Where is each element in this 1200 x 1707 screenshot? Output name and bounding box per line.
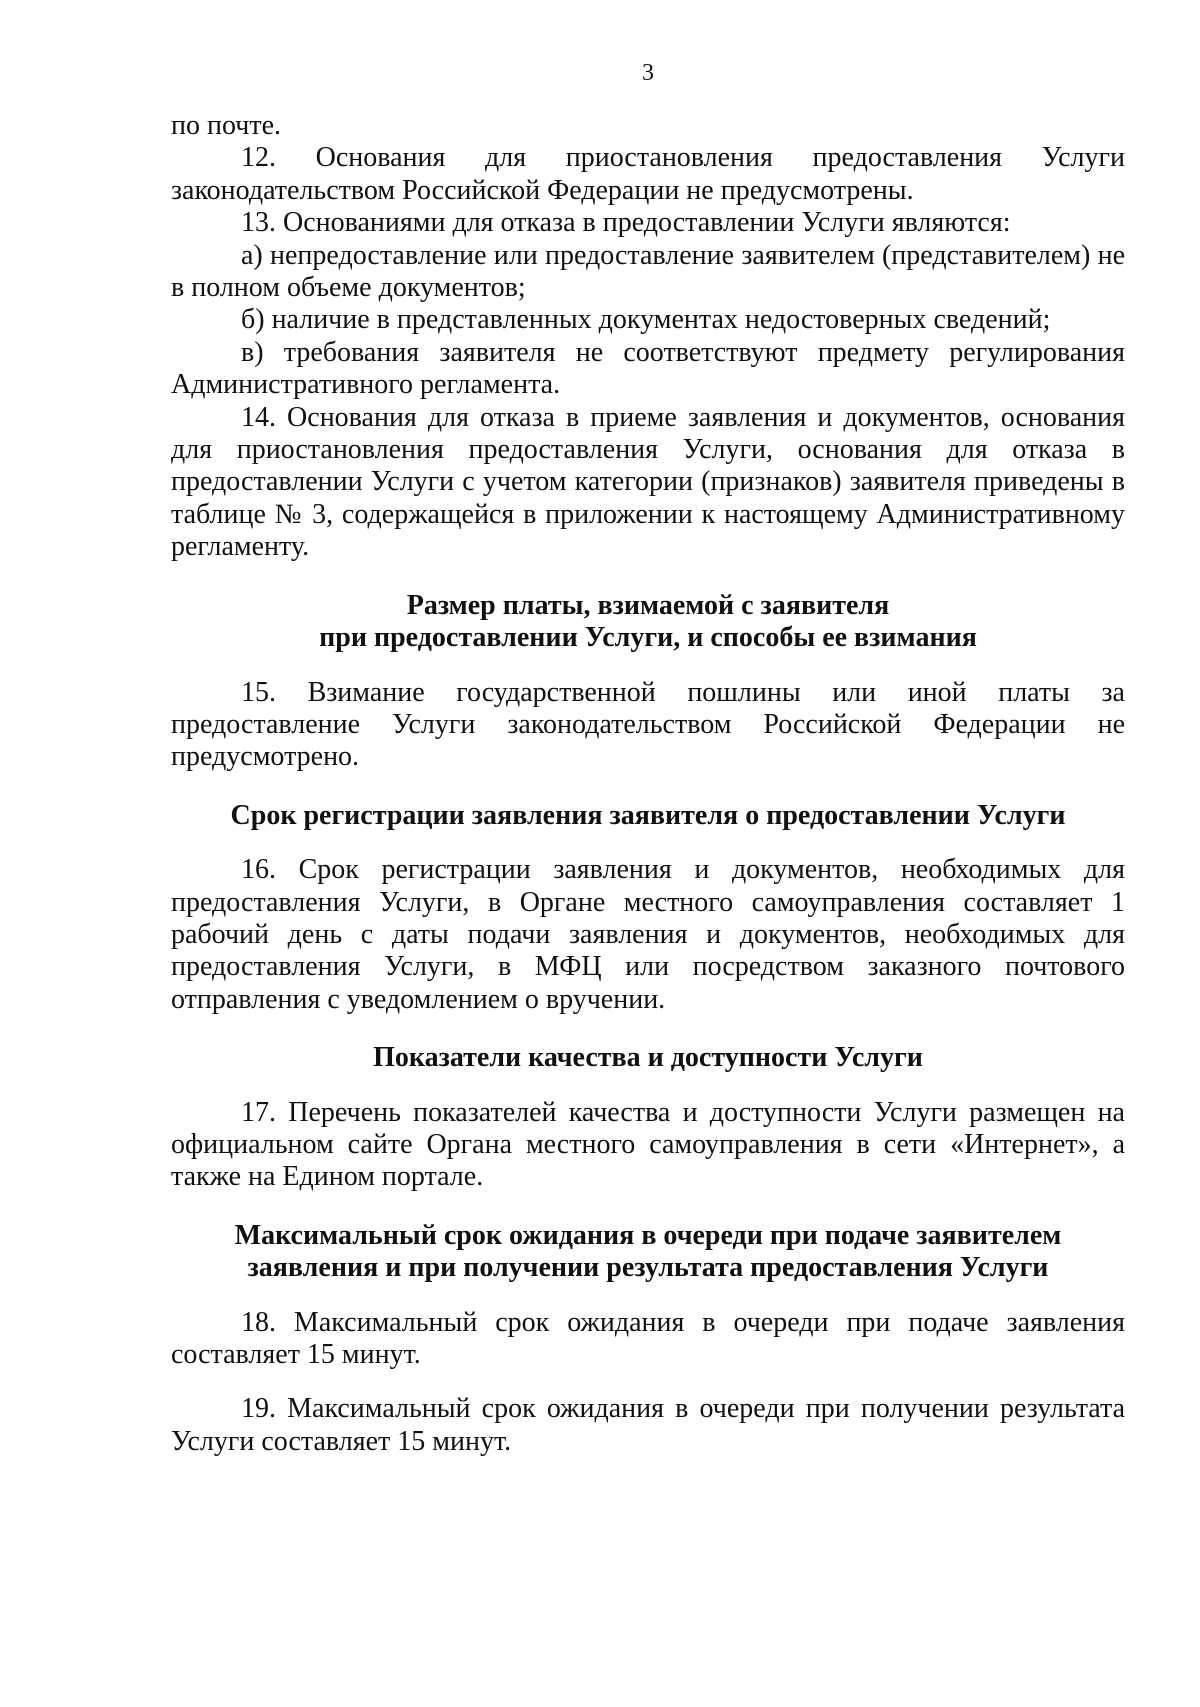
heading-line: Максимальный срок ожидания в очереди при подаче заявителем	[234, 1219, 1062, 1251]
heading-line: Размер платы, взимаемой с заявителя	[406, 589, 890, 621]
section-heading-fee	[171, 590, 1125, 655]
paragraph-13b: б) наличие в представленных документах недостоверных сведений;	[241, 304, 1051, 336]
paragraph-12: 12. Основания для приостановления предоставления Услуги законодательством Российской Федерации не предусмотрены.	[171, 142, 1125, 206]
paragraph-16: 16. Срок регистрации заявления и документов, необходимых для предоставления Услуги, в Органе местного самоуправления составляет 1 рабочий день с даты подачи заявления и документов, необходимых для предоставления Услуги, в МФЦ или посредством заказного почтового отправления с уведомлением о вручении.	[171, 854, 1125, 1015]
paragraph-19: 19. Максимальный срок ожидания в очереди при получении результата Услуги составляет 15 минут.	[171, 1393, 1125, 1457]
section-heading-quality: Показатели качества и доступности Услуги	[373, 1042, 923, 1074]
heading-line: при предоставлении Услуги, и способы ее взимания	[319, 622, 977, 654]
paragraph-18: 18. Максимальный срок ожидания в очереди при подаче заявления составляет 15 минут.	[171, 1306, 1125, 1370]
paragraph-13c: в) требования заявителя не соответствуют предмету регулирования Административного регламента.	[171, 336, 1125, 401]
heading-line: заявления и при получении результата предоставления Услуги	[247, 1252, 1049, 1284]
section-heading-registration: Срок регистрации заявления заявителя о предоставлении Услуги	[230, 799, 1066, 831]
page-number: 3	[642, 60, 654, 86]
paragraph-continuation: по почте.	[171, 110, 281, 141]
paragraph-14: 14. Основания для отказа в приеме заявления и документов, основания для приостановления предоставления Услуги, основания для отказа в предоставлении Услуги с учетом категории (признаков) заявителя приведены в таблице № 3, содержащейся в приложении к настоящему Административному регламенту.	[171, 401, 1125, 563]
document-body	[171, 110, 1125, 1458]
paragraph-15: 15. Взимание государственной пошлины или иной платы за предоставление Услуги законодательством Российской Федерации не предусмотрено.	[171, 676, 1125, 773]
paragraph-13: 13. Основаниями для отказа в предоставлении Услуги являются:	[241, 207, 1011, 239]
paragraph-13a: а) непредоставление или предоставление заявителем (представителем) не в полном объеме документов;	[171, 239, 1125, 304]
paragraph-17: 17. Перечень показателей качества и доступности Услуги размещен на официальном сайте Органа местного самоуправления в сети «Интернет», а также на Едином портале.	[171, 1096, 1125, 1193]
section-heading-queue	[171, 1220, 1125, 1285]
